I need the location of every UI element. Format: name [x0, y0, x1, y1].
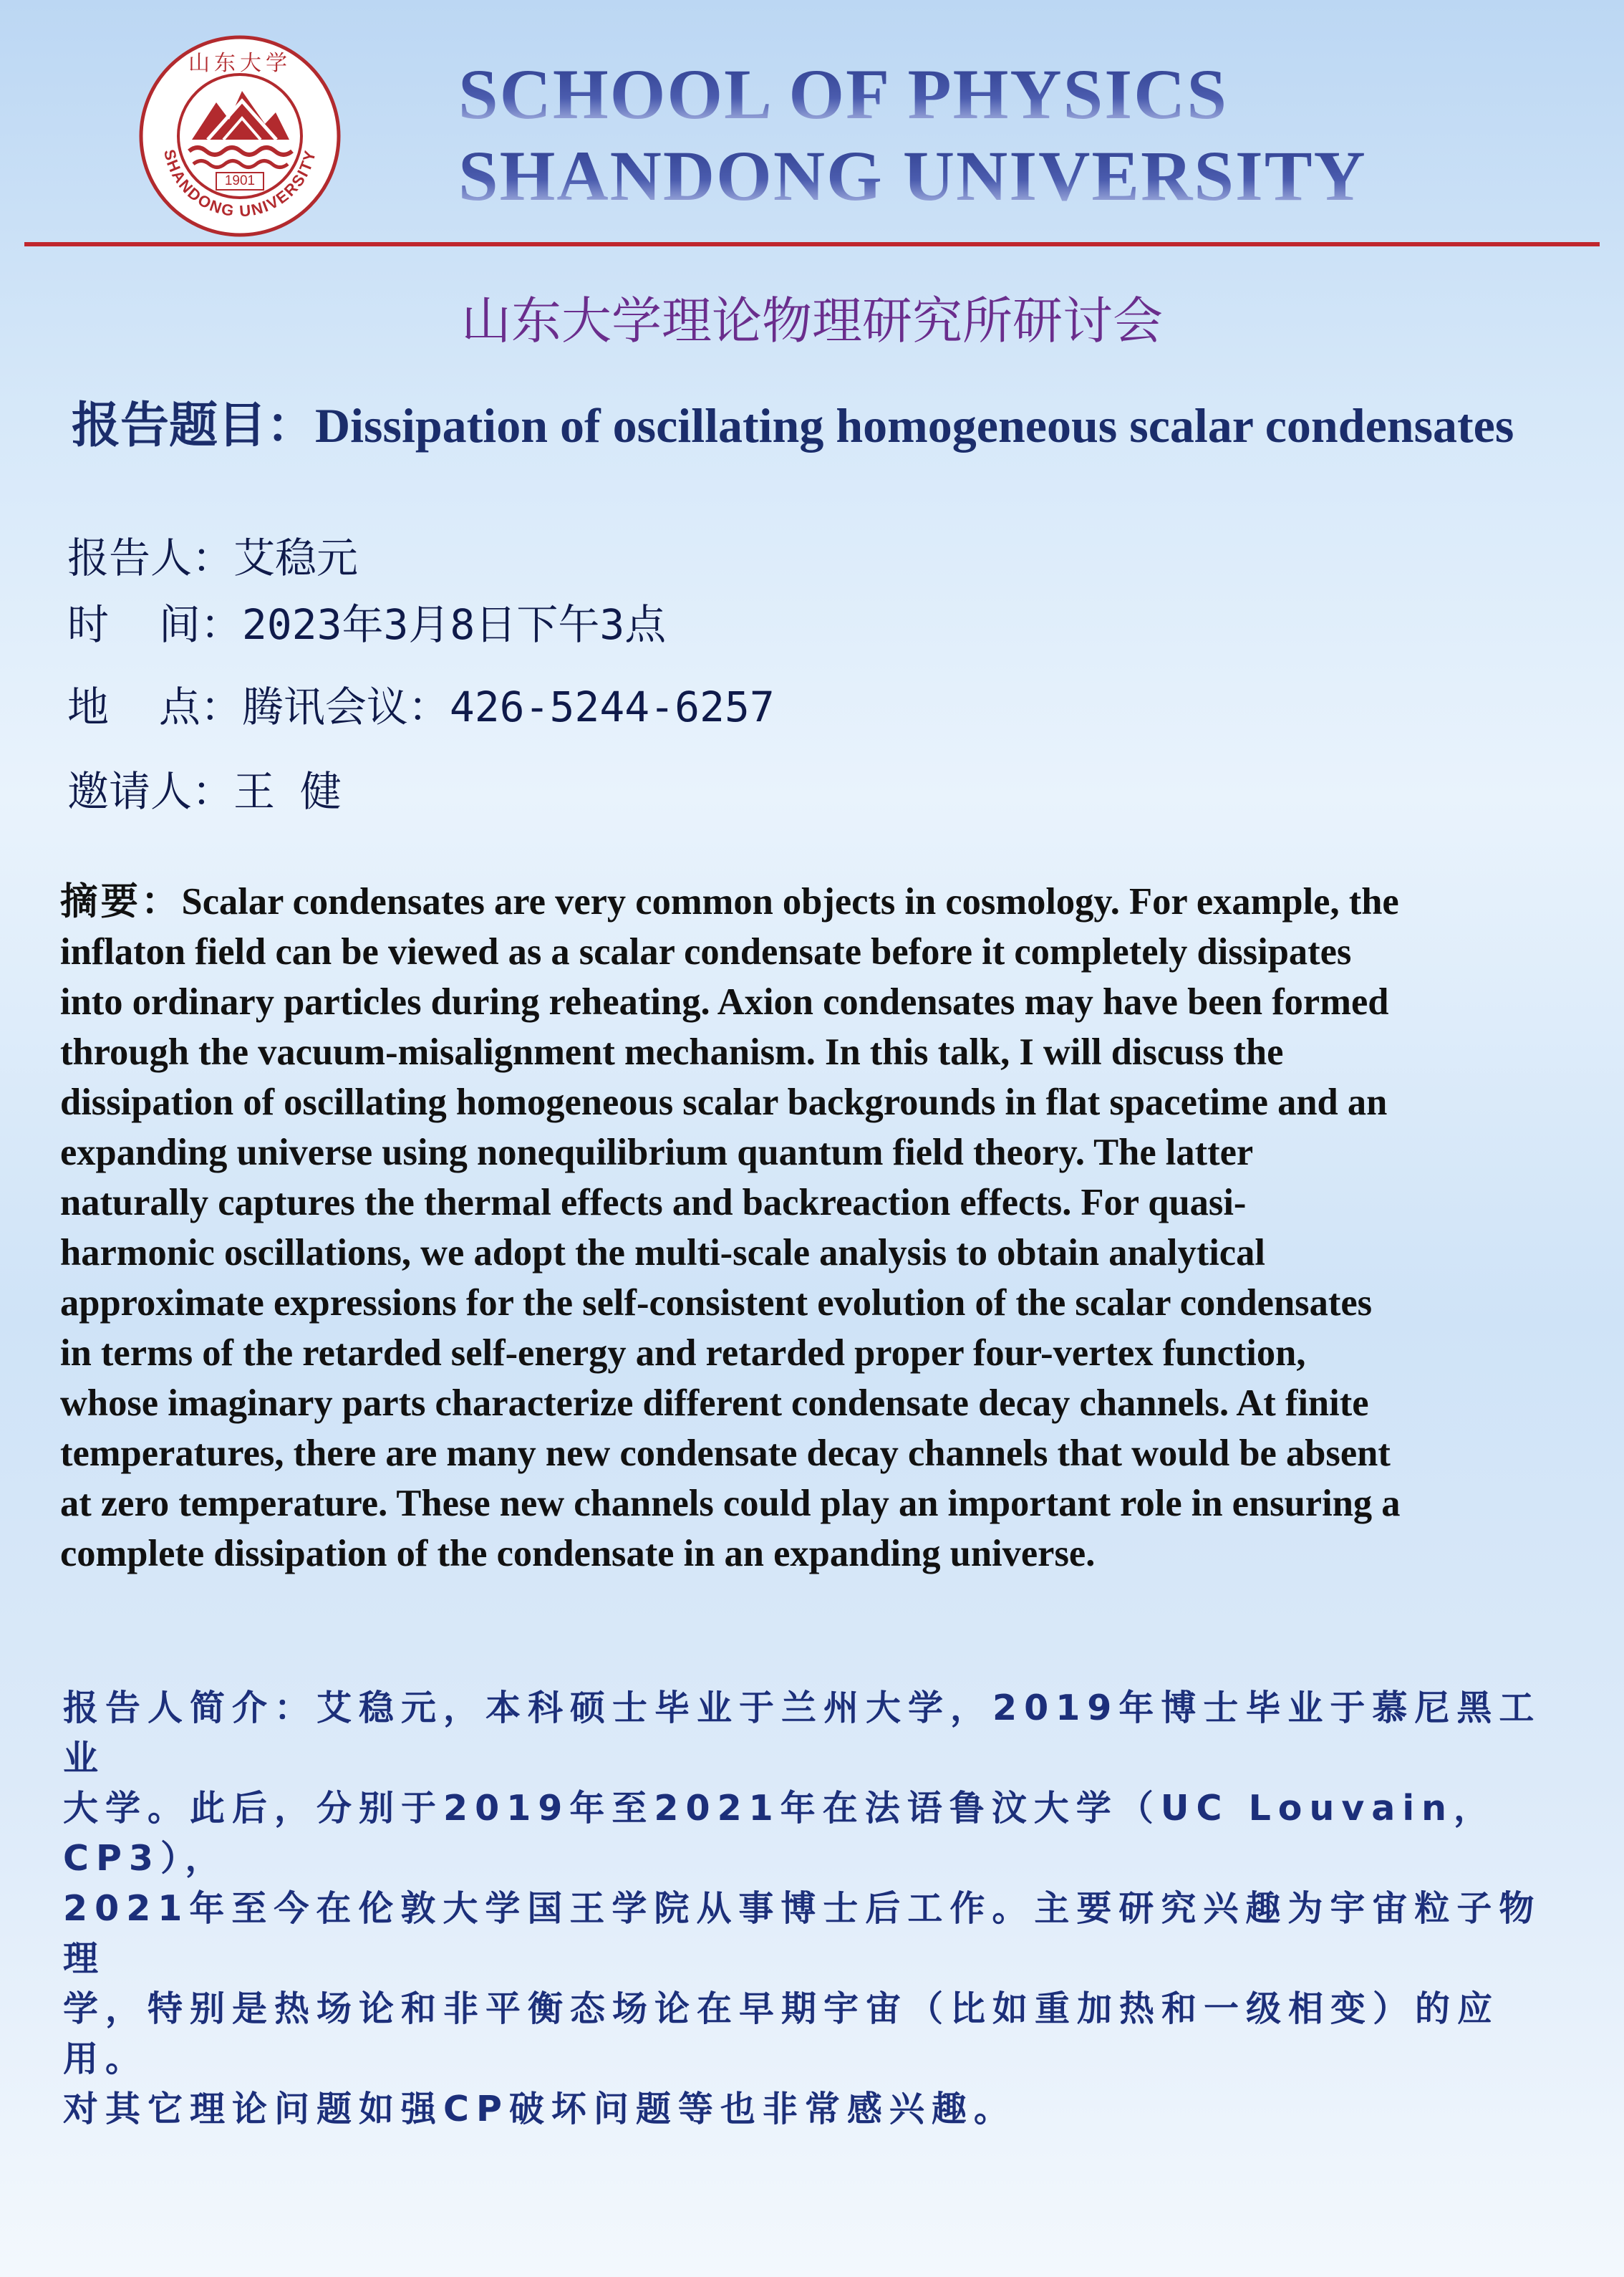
time-info: 时 间：2023年3月8日下午3点 [67, 600, 667, 649]
svg-text:SHANDONG UNIVERSITY: SHANDONG UNIVERSITY [160, 148, 320, 221]
logo-ring-text [136, 32, 344, 240]
school-name-line-2: SHANDONG UNIVERSITY [458, 136, 1367, 216]
school-name-line-1: SCHOOL OF PHYSICS [458, 54, 1228, 134]
header-divider [24, 242, 1600, 246]
shandong-university-logo [136, 32, 344, 240]
place-info: 地 点：腾讯会议：426-5244-6257 [67, 683, 775, 731]
speaker-bio: 报告人简介：艾稳元，本科硕士毕业于兰州大学，2019年博士毕业于慕尼黑工业 大学。此后，分别于2019年至2021年在法语鲁汶大学（UC Louvain，CP3）， 2021年至今在伦敦大学国王学院从事博士后工作。主要研究兴趣为宇宙粒子物理 学，特别是热场论和非平衡态场论在早期宇宙（比如重加热和一级相变）的应用。 对其它理论问题如强CP破坏问题等也非常感兴趣。 [63, 1688, 1542, 2129]
logo-chinese-text: 山东大学 [188, 51, 291, 76]
abstract-text: Scalar condensates are very common objects in cosmology. For example, the inflaton field can be viewed as a scalar condensate before it completely dissipates into ordinary particles during reheating. Axion condensates may have been formed through the vacuum-misalignment mechanism. In this talk, I will discuss the dissipation of oscillating homogeneous scalar backgrounds in flat spacetime and an expanding universe using nonequilibrium quantum field theory. The latter naturally captures the thermal effects and backreaction effects. For quasi- harmonic oscillations, we adopt the multi-scale analysis to obtain analytical approximate expressions for the self-consistent evolution of the scalar condensates in terms of the retarded self-energy and retarded proper four-vertex function, whose imaginary parts characterize different condensate decay channels. At finite temperatures, there are many new condensate decay channels that would be absent at zero temperature. These new channels could play an important role in ensuring a complete dissipation of the condensate in an expanding universe. [60, 881, 1401, 1574]
talk-title: Dissipation of oscillating homogeneous scalar condensates [315, 398, 1514, 453]
abstract-label: 摘要： [60, 880, 182, 923]
seminar-title: 山东大学理论物理研究所研讨会 [461, 292, 1163, 350]
talk-title-row [72, 387, 1514, 456]
talk-title-label: 报告题目： [72, 398, 316, 454]
logo-year: 1901 [224, 173, 256, 188]
speaker-info: 报告人：艾稳元 [67, 534, 359, 582]
inviter-info: 邀请人：王 健 [67, 767, 342, 816]
abstract-block [60, 877, 1571, 1579]
